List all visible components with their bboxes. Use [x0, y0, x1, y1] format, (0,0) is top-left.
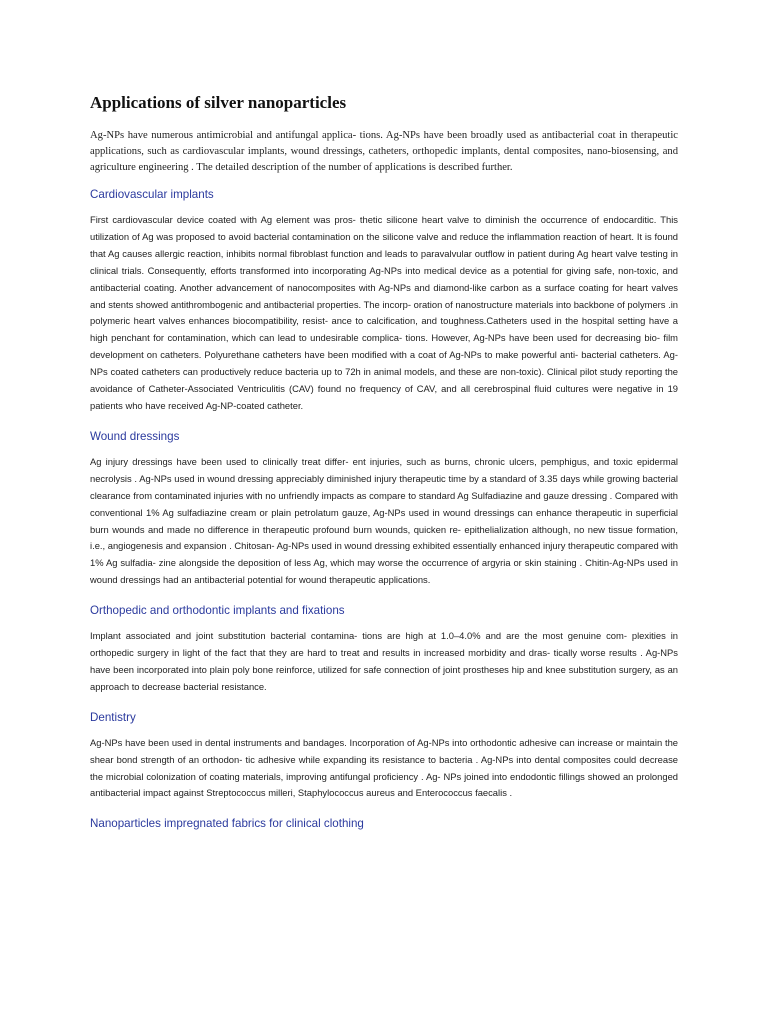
- document-page: [90, 92, 678, 841]
- section-heading: Wound dressings: [90, 429, 180, 443]
- section-body: Ag-NPs have been used in dental instruments and bandages. Incorporation of Ag-NPs into orthodontic adhesive can increase or maintain the shear bond strength of an orthodon- tic adhesive while expanding its resistance to bacteria . Ag-NPs into dental composites could decrease the microbial colonization of coating materials, improving antifungal proficiency . Ag- NPs joined into endodontic fillings showed an prolonged antibacterial impact against Streptococcus milleri, Staphylococcus aureus and Enterococcus faecalis .: [90, 736, 678, 799]
- section-heading: Cardiovascular implants: [90, 188, 214, 201]
- section-heading: Orthopedic and orthodontic implants and fixations: [90, 604, 345, 618]
- section-cardiovascular-implants: [90, 187, 678, 415]
- intro-paragraph: Ag-NPs have numerous antimicrobial and antifungal applica- tions. Ag-NPs have been broadly used as antibacterial coat in therapeutic applications, such as cardiovascular implants, wound dressings, catheters, orthopedic implants, dental composites, nano-biosensing, and agriculture engineering . The detailed description of the number of applications is described further.: [90, 130, 678, 173]
- document-title: Applications of silver nanoparticles: [90, 93, 347, 112]
- section-clinical-clothing: [90, 816, 678, 832]
- section-body: Ag injury dressings have been used to clinically treat differ- ent injuries, such as burns, chronic ulcers, pemphigus, and toxic epidermal necrolysis . Ag-NPs used in wound dressing appreciably diminished injury therapeutic time by a standard of 3.35 days while growing bacterial clearance from contaminated injuries with no unfriendly impacts as compare to standard Ag Sulfadiazine and gauze dressing . Compared with conventional 1% Ag sulfadiazine cream or plain petrolatum gauze, Ag-NPs used in wound dressings can enhance therapeutic in superficial burn wounds and made no difference in therapeutic profound burn wounds, quicken re- epithelialization although, no new tissue formation, i.e., angiogenesis and expansion . Chitosan- Ag-NPs used in wound dressing exhibited essentially enhanced injury therapeutic compared with 1% Ag sulfadia- zine alongside the deposition of less Ag, which may worse the occurrence of argyria or skin staining . Chitin-Ag-NPs used in wound dressings had an antibacterial potential for wound therapeutic applications.: [90, 455, 678, 586]
- section-body: Implant associated and joint substitution bacterial contamina- tions are high at 1.0–4.0% and are the most genuine com- plexities in orthopedic surgery in light of the fact that they are hard to treat and results in increased morbidity and dras- tically worse results . Ag-NPs have been incorporated into plain poly bone reinforce, utilized for safe connection of joint prostheses hip and knee substitution surgery, as an approach to decrease bacterial resistance.: [90, 630, 678, 692]
- section-heading: Nanoparticles impregnated fabrics for clinical clothing: [90, 817, 364, 831]
- section-body: First cardiovascular device coated with Ag element was pros- thetic silicone heart valve to diminish the occurrence of endocarditic. This utilization of Ag was proposed to avoid bacterial contamination on the silicone valve and reduce the inflammation reaction of heart. It is found that Ag causes allergic reaction, inhibits normal fibroblast function and leads to paravalvular outflow in patient during Ag heart valve testing in clinical trials. Consequently, efforts transformed into incorporating Ag-NPs into medical device as a potential for giving safe, non-toxic, and antibacterial coating. Another advancement of nanocomposites with Ag-NPs and diamond-like carbon as a surface coating for heart valves and stents showed antithrombogenic and antibacterial properties. The incorp- oration of nanostructure materials into backbone of polymers .in polymeric heart valves enhances biocompatibility, resist- ance to calcification, and toughness.Catheters used in the hospital setting have a high penchant for contamination, which can lead to undesirable complica- tions. However, Ag-NPs have been used for decreasing bio- film development on catheters. Polyurethane catheters have been modified with a coat of Ag-NPs to make powerful anti- bacterial catheters. Ag-NPs coated catheters can productively reduce bacteria up to 72h in animal models, and these are non-toxic). Clinical pilot study reporting the avoidance of Catheter-Associated Ventriculitis (CAV) found no frequency of CAV, and all cerebrospinal fluid cultures were negative in 19 patients who have received Ag-NP-coated catheter.: [90, 214, 678, 411]
- section-orthopedic-implants: [90, 603, 678, 696]
- section-dentistry: [90, 710, 678, 803]
- section-heading: Dentistry: [90, 710, 136, 724]
- section-wound-dressings: [90, 429, 678, 589]
